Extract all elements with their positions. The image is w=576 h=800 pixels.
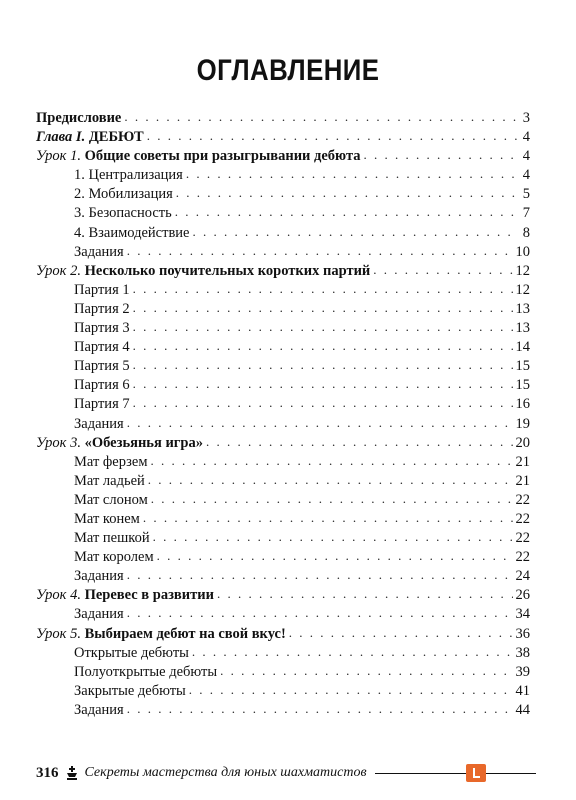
toc-entry-sub[interactable] [36,184,530,203]
toc-entry-page: 38 [515,644,530,661]
toc-entry-text: Открытые дебюты [74,644,189,661]
chess-king-icon [65,766,79,780]
toc-entry-title [74,395,130,414]
dot-leader [192,642,513,661]
page-number: 316 [36,764,59,781]
toc-entry-sub[interactable] [36,242,530,261]
toc-entry-sub[interactable] [36,356,530,375]
dot-leader [186,164,517,183]
toc-entry-text: Задания [74,568,124,585]
toc-entry-sub[interactable] [36,700,530,719]
toc-entry-chapter[interactable] [36,127,530,146]
dot-leader [206,432,513,451]
toc-entry-page: 22 [515,510,530,527]
footer-rule [375,773,536,774]
toc-entry-text: 1. Централизация [74,167,183,184]
dot-leader [289,623,513,642]
toc-entry-sub[interactable] [36,318,530,337]
toc-entry-chapter[interactable] [36,108,530,127]
toc-entry-text: Общие советы при разыгрывании дебюта [84,148,361,165]
toc-entry-lesson[interactable] [36,146,530,165]
toc-entry-text: Мат конем [74,510,140,527]
toc-entry-text: Несколько поучительных коротких партий [84,262,371,279]
toc-entry-title [74,701,124,720]
toc-entry-page: 41 [515,682,530,699]
toc-entry-title [74,338,130,357]
toc-entry-page: 21 [515,453,530,470]
dot-leader [127,565,513,584]
dot-leader [193,222,518,241]
toc-entry-title [74,166,183,185]
dot-leader [133,317,513,336]
dot-leader [189,680,513,699]
toc-entry-sub[interactable] [36,509,530,528]
toc-entry-page: 22 [515,549,530,566]
toc-entry-title [74,472,145,491]
toc-entry-page: 4 [522,167,530,184]
toc-entry-sub[interactable] [36,490,530,509]
toc-entry-title [74,415,124,434]
toc-entry-page: 3 [522,110,530,126]
toc-entry-title [74,510,140,529]
toc-entry-lesson[interactable] [36,624,530,643]
dot-leader [133,374,513,393]
toc-entry-sub[interactable] [36,165,530,184]
toc-entry-text: Задания [74,701,124,718]
dot-leader [176,183,517,202]
toc-entry-prefix: Урок 3. [36,434,81,451]
dot-leader [124,107,517,126]
toc-entry-sub[interactable] [36,203,530,222]
toc-entry-page: 26 [515,587,530,604]
toc-entry-page: 15 [515,358,530,375]
toc-entry-page: 13 [515,320,530,337]
toc-entry-title [74,453,148,472]
bookmark-l-icon [466,764,486,782]
toc-entry-page: 4 [522,148,530,165]
toc-entry-prefix: Урок 5. [36,625,81,642]
toc-entry-title [36,109,121,128]
toc-entry-title [74,185,173,204]
toc-entry-text: Мат королем [74,549,154,566]
toc-entry-sub[interactable] [36,414,530,433]
toc-entry-prefix: Урок 4. [36,587,81,604]
toc-entry-page: 44 [515,701,530,718]
toc-entry-text: Мат слоном [74,491,148,508]
toc-entry-page: 39 [515,663,530,680]
toc-entry-lesson[interactable] [36,433,530,452]
dot-leader [157,546,513,565]
toc-entry-prefix: Урок 2. [36,262,81,279]
toc-entry-text: Партия 6 [74,377,130,394]
page-footer [36,763,536,783]
toc-entry-text: Партия 7 [74,396,130,413]
toc-entry-page: 19 [515,415,530,432]
toc-entry-page: 20 [515,434,530,451]
toc-entry-title [74,567,124,586]
toc-entry-text: 3. Безопасность [74,205,172,222]
dot-leader [133,279,513,298]
toc-entry-text: Предисловие [36,110,122,126]
toc-entry-text: Задания [74,606,124,623]
toc-entry-text: Партия 1 [74,281,130,298]
toc-entry-text: Партия 4 [74,339,130,356]
dot-leader [175,202,517,221]
dot-leader [127,699,513,718]
dot-leader [133,336,513,355]
toc-entry-text: Задания [74,415,124,432]
toc-entry-page: 7 [522,205,530,222]
toc-entry-text: Выбираем дебют на свой вкус! [84,625,286,642]
toc-entry-title [74,243,124,262]
toc-entry-text: Закрытые дебюты [74,682,186,699]
toc-entry-page: 10 [515,243,530,260]
dot-leader [143,508,513,527]
book-title: Секреты мастерства для юных шахматистов [84,765,367,780]
toc-entry-page: 8 [522,224,530,241]
toc-entry-page: 4 [522,129,530,146]
dot-leader [364,145,518,164]
toc-entry-title [74,281,130,300]
table-of-contents [36,108,530,719]
toc-entry-sub[interactable] [36,643,530,662]
toc-entry-lesson[interactable] [36,261,530,280]
toc-entry-sub[interactable] [36,337,530,356]
toc-entry-text: Партия 3 [74,320,130,337]
toc-entry-text: «Обезьянья игра» [84,434,203,451]
toc-entry-sub[interactable] [36,280,530,299]
dot-leader [127,413,513,432]
toc-entry-sub[interactable] [36,394,530,413]
toc-entry-sub[interactable] [36,223,530,242]
toc-entry-title [74,605,124,624]
dot-leader [133,355,513,374]
toc-entry-sub[interactable] [36,299,530,318]
dot-leader [133,298,513,317]
toc-entry-page: 15 [515,377,530,394]
toc-entry-text: 2. Мобилизация [74,186,173,203]
toc-entry-page: 22 [515,491,530,508]
toc-entry-title [74,204,172,223]
dot-leader [373,260,512,279]
toc-entry-text: Партия 5 [74,358,130,375]
dot-leader [127,241,513,260]
toc-entry-sub[interactable] [36,681,530,700]
toc-entry-page: 16 [515,396,530,413]
toc-entry-page: 12 [515,262,530,279]
toc-entry-text: Партия 2 [74,300,130,317]
toc-entry-sub[interactable] [36,604,530,623]
toc-entry-title [74,376,130,395]
toc-entry-page: 34 [515,606,530,623]
toc-entry-text: Полуоткрытые дебюты [74,663,218,680]
toc-entry-page: 22 [515,530,530,547]
toc-entry-sub[interactable] [36,375,530,394]
toc-entry-text: Перевес в развитии [84,587,214,604]
dot-leader [151,451,513,470]
toc-entry-text: Задания [74,243,124,260]
toc-entry-page: 24 [515,568,530,585]
toc-entry-sub[interactable] [36,452,530,471]
dot-leader [151,489,513,508]
dot-leader [148,470,513,489]
dot-leader [133,393,513,412]
toc-entry-title [74,357,130,376]
dot-leader [147,126,517,145]
toc-entry-title [74,300,130,319]
toc-entry-sub[interactable] [36,662,530,681]
dot-leader [127,603,513,622]
toc-entry-title [74,319,130,338]
dot-leader [220,661,512,680]
toc-entry-prefix: Урок 1. [36,148,81,165]
toc-entry-page: 5 [522,186,530,203]
toc-entry-sub[interactable] [36,528,530,547]
dot-leader [217,584,513,603]
toc-entry-page: 36 [515,625,530,642]
toc-entry-sub[interactable] [36,547,530,566]
toc-entry-title [36,128,144,147]
toc-entry-sub[interactable] [36,471,530,490]
toc-entry-text: Мат ферзем [74,453,148,470]
toc-entry-title [74,491,148,510]
toc-entry-sub[interactable] [36,566,530,585]
toc-entry-page: 12 [515,281,530,298]
toc-entry-text: Мат пешкой [74,530,150,547]
toc-entry-text: 4. Взаимодействие [74,224,190,241]
toc-entry-text: Мат ладьей [74,472,145,489]
toc-entry-title [74,529,150,548]
toc-entry-lesson[interactable] [36,585,530,604]
toc-entry-page: 14 [515,339,530,356]
toc-entry-title [74,644,189,663]
page-title: ОГЛАВЛЕНИЕ [196,54,380,87]
dot-leader [153,527,513,546]
toc-entry-page: 13 [515,300,530,317]
toc-entry-page: 21 [515,472,530,489]
toc-entry-text: ДЕБЮТ [88,129,144,146]
toc-entry-prefix: Глава I. [36,129,86,146]
